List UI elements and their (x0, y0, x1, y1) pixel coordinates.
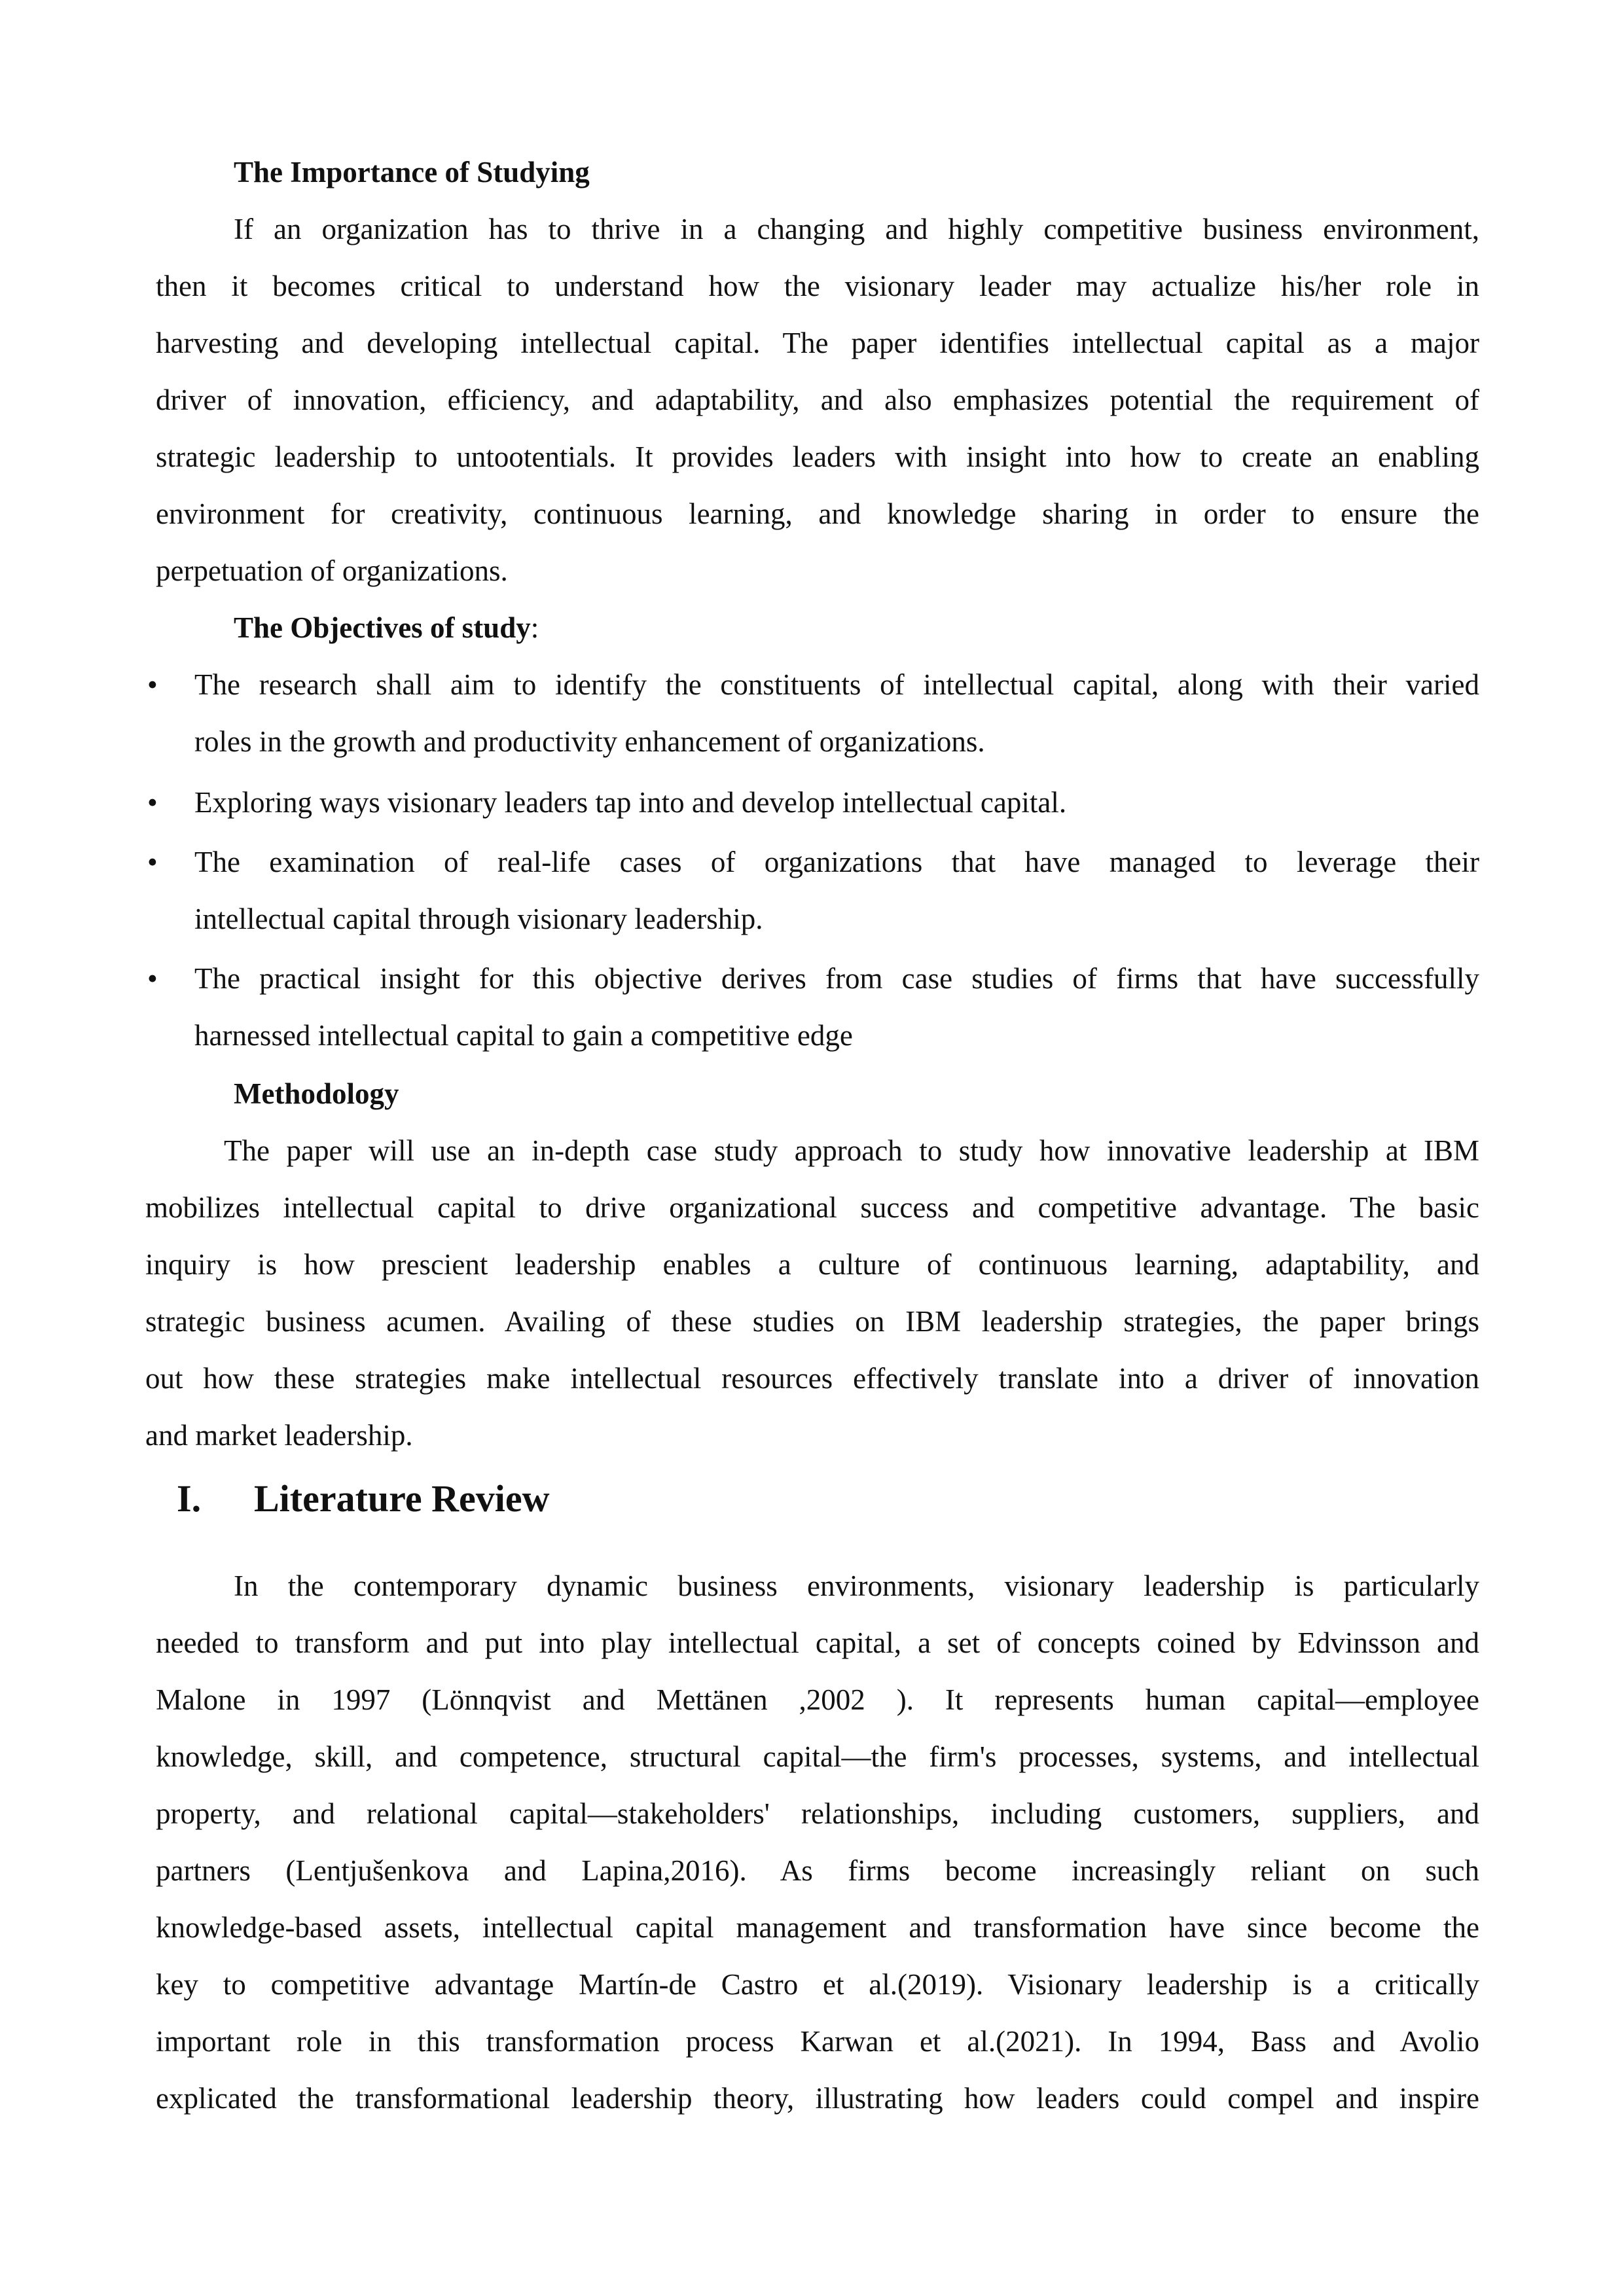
objective-item (194, 774, 1479, 831)
objectives-heading-colon: : (530, 611, 539, 644)
objective-line: intellectual capital through visionary leadership. (194, 903, 763, 935)
paragraph-line: then it becomes critical to understand how the visionary leader may actualize his/her role in (156, 270, 1479, 302)
objective-line: The research shall aim to identify the constituents of intellectual capital, along with their varied (194, 668, 1479, 701)
objective-line: roles in the growth and productivity enhancement of organizations. (194, 725, 985, 758)
paragraph-line: environment for creativity, continuous learning, and knowledge sharing in order to ensure the (156, 497, 1479, 530)
importance-heading: The Importance of Studying (234, 156, 590, 188)
paragraph-line: and market leadership. (145, 1419, 413, 1452)
methodology-heading: Methodology (234, 1077, 399, 1110)
paragraph-line: out how these strategies make intellectual resources effectively translate into a driver of innovation (145, 1362, 1479, 1395)
paragraph-line: perpetuation of organizations. (156, 554, 508, 587)
literature-heading-numeral: I. (177, 1477, 202, 1520)
bullet-icon: • (147, 668, 158, 701)
paragraph-line: driver of innovation, efficiency, and adaptability, and also emphasizes potential the requirement of (156, 384, 1479, 416)
paragraph-line: strategic business acumen. Availing of these studies on IBM leadership strategies, the paper brings (145, 1305, 1479, 1338)
paragraph-line: needed to transform and put into play intellectual capital, a set of concepts coined by Edvinsson and (156, 1626, 1479, 1659)
paragraph-line: partners (Lentjušenkova and Lapina,2016). As firms become increasingly reliant on such (156, 1854, 1479, 1887)
objective-line: harnessed intellectual capital to gain a competitive edge (194, 1019, 853, 1052)
objectives-heading-text: The Objectives of study (234, 611, 531, 644)
objective-item (194, 834, 1479, 948)
bullet-icon: • (147, 962, 158, 995)
objective-item (194, 656, 1479, 770)
objective-line: Exploring ways visionary leaders tap into and develop intellectual capital. (194, 786, 1067, 819)
importance-paragraph (156, 201, 1479, 600)
paragraph-line: explicated the transformational leadership theory, illustrating how leaders could compel and inspire (156, 2082, 1479, 2115)
objectives-heading (234, 600, 539, 656)
objective-line: The examination of real-life cases of organizations that have managed to leverage their (194, 846, 1479, 878)
paragraph-line: inquiry is how prescient leadership enables a culture of continuous learning, adaptability, and (145, 1248, 1479, 1281)
paragraph-line: strategic leadership to untootentials. It provides leaders with insight into how to create an enabling (156, 440, 1479, 473)
paragraph-line: knowledge, skill, and competence, structural capital—the firm's processes, systems, and intellectual (156, 1740, 1479, 1773)
paragraph-line: If an organization has to thrive in a changing and highly competitive business environment, (234, 213, 1479, 245)
paragraph-line: The paper will use an in-depth case study approach to study how innovative leadership at IBM (224, 1134, 1479, 1167)
paragraph-line: mobilizes intellectual capital to drive organizational success and competitive advantage. The basic (145, 1191, 1479, 1224)
paragraph-line: property, and relational capital—stakeholders' relationships, including customers, suppliers, and (156, 1797, 1479, 1830)
paragraph-line: important role in this transformation process Karwan et al.(2021). In 1994, Bass and Avolio (156, 2025, 1479, 2058)
paragraph-line: In the contemporary dynamic business environments, visionary leadership is particularly (234, 1570, 1479, 1602)
paragraph-line: Malone in 1997 (Lönnqvist and Mettänen ,2002 ). It represents human capital—employee (156, 1683, 1479, 1716)
literature-paragraph (156, 1558, 1479, 2127)
paragraph-line: key to competitive advantage Martín-de Castro et al.(2019). Visionary leadership is a critically (156, 1968, 1479, 2001)
objective-line: The practical insight for this objective derives from case studies of firms that have successfully (194, 962, 1479, 995)
methodology-paragraph (145, 1122, 1479, 1464)
bullet-icon: • (147, 786, 158, 819)
paragraph-line: harvesting and developing intellectual capital. The paper identifies intellectual capital as a major (156, 327, 1479, 359)
objective-item (194, 950, 1479, 1064)
bullet-icon: • (147, 846, 158, 878)
paragraph-line: knowledge-based assets, intellectual capital management and transformation have since become the (156, 1911, 1479, 1944)
literature-heading: Literature Review (254, 1477, 550, 1520)
